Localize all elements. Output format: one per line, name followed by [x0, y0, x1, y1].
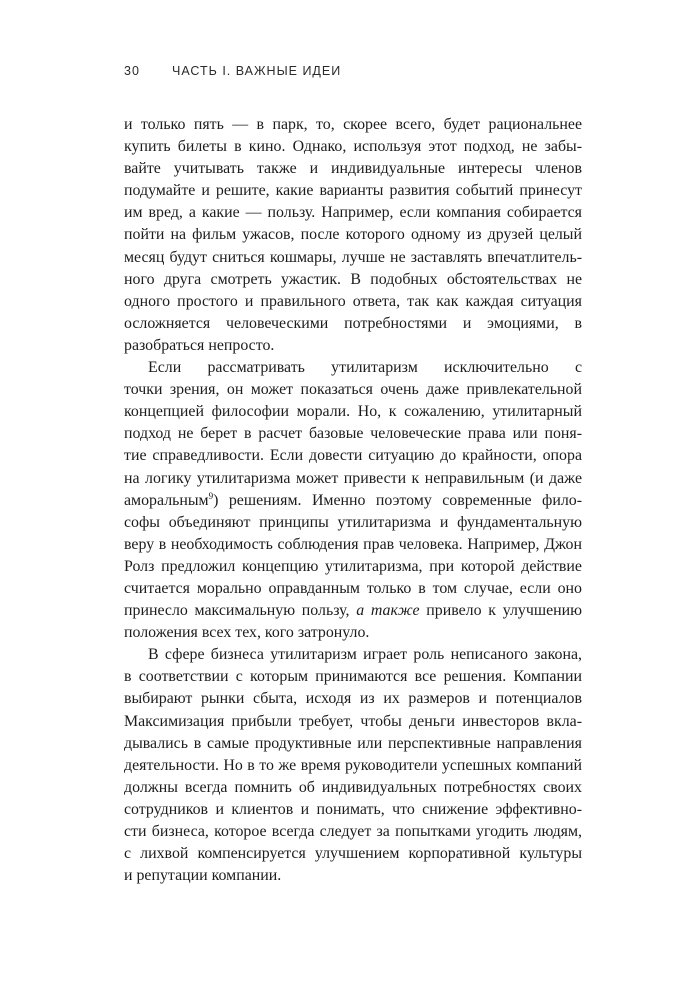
line-text: деятельности. Но в то же время руководители успешных компаний	[124, 756, 582, 774]
line-text: ного друга смотреть ужастик. В подобных обстоятельствах не	[124, 270, 582, 288]
text-line	[124, 688, 582, 710]
text-line	[124, 490, 582, 512]
text-line	[124, 269, 582, 291]
text-line	[124, 445, 582, 467]
line-text: дывались в самые продуктивные или перспективные направления	[124, 734, 582, 752]
text-line	[124, 158, 582, 180]
text-line	[124, 644, 582, 666]
text-line	[124, 202, 582, 224]
text-line	[124, 600, 582, 622]
line-text: сотрудников и клиентов и понимать, что снижение эффективно-	[124, 800, 582, 818]
line-text: выбирают рынки сбыта, исходя из их размеров и потенциалов	[124, 690, 582, 708]
text-line	[124, 534, 582, 556]
line-text: и репутации компании.	[124, 867, 282, 885]
text-line	[124, 733, 582, 755]
line-text: разобраться непросто.	[124, 336, 275, 354]
line-text-before: принесло максимальную пользу,	[124, 602, 357, 620]
text-line	[124, 755, 582, 777]
text-line	[124, 335, 582, 357]
line-text-after: ) решениям. Именно поэтому современные фило-	[213, 491, 582, 509]
text-line	[124, 777, 582, 799]
line-text-after: привело к улучшению	[419, 602, 582, 620]
text-line	[124, 423, 582, 445]
line-text: Ролз предложил концепцию утилитаризма, при которой действие	[124, 557, 582, 575]
body-text	[124, 114, 582, 887]
footnote-marker: 9	[208, 490, 214, 501]
line-text: считается морально оправданным только в том случае, если оно	[124, 579, 582, 597]
line-text: сти бизнеса, которое всегда следует за попытками угодить людям,	[124, 823, 582, 840]
italic-emphasis: а также	[356, 602, 420, 620]
text-line	[124, 313, 582, 335]
line-text-before: аморальным	[124, 491, 209, 509]
line-text: в соответствии с которым принимаются все решения. Компании	[124, 668, 582, 686]
line-text: им вред, а какие — пользу. Например, если компания собирается	[124, 204, 582, 222]
line-text: точки зрения, он может показаться очень даже привлекательной	[124, 381, 582, 399]
line-text: осложняется человеческими потребностями и эмоциями, в	[124, 314, 582, 332]
line-text: и только пять — в парк, то, скорее всего, будет рациональнее	[124, 116, 582, 133]
line-text: веру в необходимость соблюдения прав человека. Например, Джон	[124, 535, 582, 553]
line-text: Максимизация прибыли требует, чтобы деньги инвесторов вкла-	[124, 712, 582, 730]
text-line	[124, 114, 582, 136]
line-text: софы объединяют принципы утилитаризма и фундаментальную	[124, 513, 582, 531]
line-text: подумайте и решите, какие варианты развития событий принесут	[124, 182, 582, 200]
line-text: положения всех тех, кого затронуло.	[124, 624, 370, 642]
section-title: ЧАСТЬ I. ВАЖНЫЕ ИДЕИ	[172, 64, 342, 78]
text-line	[124, 666, 582, 688]
text-line	[124, 291, 582, 313]
line-text: на логику утилитаризма может привести к неправильным (и даже	[124, 469, 582, 487]
text-line	[124, 821, 582, 843]
text-line	[124, 180, 582, 202]
text-line	[124, 379, 582, 401]
line-text: месяц будут сниться кошмары, лучше не заставлять впечатлитель-	[124, 248, 582, 266]
text-line	[124, 865, 582, 887]
page-number: 30	[124, 64, 140, 78]
line-text: одного простого и правильного ответа, так как каждая ситуация	[124, 292, 582, 310]
text-line	[124, 247, 582, 269]
text-line	[124, 512, 582, 534]
line-text: Если рассматривать утилитаризм исключительно с	[148, 359, 582, 377]
line-text: купить билеты в кино. Однако, используя этот подход, не забы-	[124, 138, 582, 156]
line-text: вайте учитывать также и индивидуальные интересы членов	[124, 160, 582, 178]
text-line	[124, 799, 582, 821]
text-line	[124, 136, 582, 158]
text-line	[124, 711, 582, 733]
line-text: концепцией философии морали. Но, к сожалению, утилитарный	[124, 403, 582, 421]
line-text: подход не берет в расчет базовые человеческие права или поня-	[124, 425, 582, 443]
line-text: должны всегда помнить об индивидуальных потребностях своих	[124, 778, 582, 796]
text-line	[124, 578, 582, 600]
text-line	[124, 401, 582, 423]
text-line	[124, 224, 582, 246]
text-line	[124, 357, 582, 379]
text-line	[124, 843, 582, 865]
line-text: В сфере бизнеса утилитаризм играет роль неписаного закона,	[148, 646, 582, 664]
line-text: пойти на фильм ужасов, после которого одному из друзей целый	[124, 226, 582, 244]
line-text: тие справедливости. Если довести ситуацию до крайности, опора	[124, 447, 582, 465]
line-text: с лихвой компенсируется улучшением корпоративной культуры	[124, 845, 582, 863]
text-line	[124, 556, 582, 578]
text-line	[124, 622, 582, 644]
text-line	[124, 468, 582, 490]
running-head	[124, 64, 584, 84]
